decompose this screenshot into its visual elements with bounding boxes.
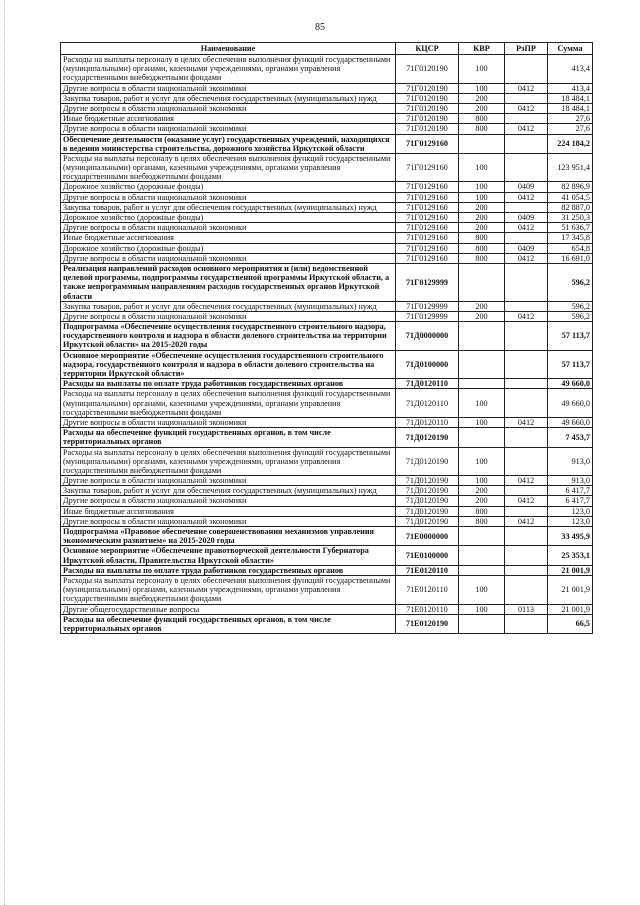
cell-rzpr	[505, 322, 548, 351]
cell-name: Другие вопросы в области национальной экономики	[61, 83, 396, 93]
cell-name: Расходы на выплаты по оплате труда работников государственных органов	[61, 379, 396, 389]
cell-name: Расходы на выплаты персоналу в целях обеспечения выполнения функций государственными (муниципальными) органами, казенными учреждениями, органами управления государственными внебюджетными фондами	[61, 447, 396, 476]
table-row	[61, 253, 593, 263]
cell-sum: 41 054,5	[548, 192, 593, 202]
cell-kvr: 100	[459, 83, 505, 93]
cell-rzpr: 0409	[505, 243, 548, 253]
table-row	[61, 93, 593, 103]
table-row	[61, 182, 593, 192]
cell-kcsr: 71Г0129160	[396, 182, 459, 192]
cell-name: Другие вопросы в области национальной экономики	[61, 496, 396, 506]
cell-kvr	[459, 379, 505, 389]
cell-rzpr	[505, 614, 548, 633]
cell-kvr	[459, 134, 505, 153]
table-body	[61, 55, 593, 634]
table-row	[61, 134, 593, 153]
cell-rzpr	[505, 447, 548, 476]
cell-rzpr	[505, 428, 548, 447]
cell-kvr: 200	[459, 301, 505, 311]
cell-name: Обеспечение деятельности (оказание услуг) государственных учреждений, находящихся в ведении министерства строительства, дорожного хозяйства Иркутской области	[61, 134, 396, 153]
cell-kvr: 200	[459, 486, 505, 496]
cell-rzpr	[505, 134, 548, 153]
cell-kvr: 200	[459, 202, 505, 212]
cell-kvr: 100	[459, 476, 505, 486]
cell-name: Другие вопросы в области национальной экономики	[61, 192, 396, 202]
cell-kvr: 800	[459, 253, 505, 263]
cell-name: Закупка товаров, работ и услуг для обеспечения государственных (муниципальных) нужд	[61, 93, 396, 103]
cell-kvr: 800	[459, 506, 505, 516]
cell-name: Другие вопросы в области национальной экономики	[61, 476, 396, 486]
table-row	[61, 486, 593, 496]
cell-kvr: 200	[459, 311, 505, 321]
binding-margin-line	[4, 0, 6, 905]
cell-kcsr: 71Г0129160	[396, 202, 459, 212]
cell-name: Другие вопросы в области национальной экономики	[61, 103, 396, 113]
header-rzpr: РзПР	[505, 43, 548, 55]
page-number: 85	[315, 22, 325, 33]
cell-sum: 33 495,9	[548, 527, 593, 546]
cell-name: Другие общегосударственные вопросы	[61, 604, 396, 614]
cell-name: Расходы на обеспечение функций государственных органов, в том числе территориальных органов	[61, 614, 396, 633]
cell-sum: 51 636,7	[548, 223, 593, 233]
cell-name: Реализация направлений расходов основного мероприятия и (или) ведомственной целевой программы, подпрограммы государственной программы Иркутской области, а также непрограммным направлениям расходов государственных органов Иркутской области	[61, 263, 396, 301]
cell-sum: 123,0	[548, 516, 593, 526]
cell-kcsr: 71Г0120190	[396, 55, 459, 84]
table-row	[61, 546, 593, 565]
table-row	[61, 153, 593, 182]
cell-kcsr: 71Д0120190	[396, 476, 459, 486]
cell-rzpr: 0412	[505, 253, 548, 263]
cell-kvr: 800	[459, 516, 505, 526]
cell-name: Закупка товаров, работ и услуг для обеспечения государственных (муниципальных) нужд	[61, 202, 396, 212]
cell-sum: 25 353,1	[548, 546, 593, 565]
cell-name: Дорожное хозяйство (дорожные фонды)	[61, 243, 396, 253]
cell-rzpr	[505, 202, 548, 212]
cell-rzpr	[505, 153, 548, 182]
cell-rzpr: 0412	[505, 192, 548, 202]
cell-kvr: 100	[459, 389, 505, 418]
cell-rzpr	[505, 389, 548, 418]
cell-sum: 31 250,3	[548, 213, 593, 223]
header-kcsr: КЦСР	[396, 43, 459, 55]
cell-name: Дорожное хозяйство (дорожные фонды)	[61, 213, 396, 223]
cell-sum: 413,4	[548, 55, 593, 84]
table-row	[61, 213, 593, 223]
cell-rzpr	[505, 301, 548, 311]
cell-kcsr: 71Г0120190	[396, 103, 459, 113]
cell-kvr	[459, 428, 505, 447]
cell-sum: 413,4	[548, 83, 593, 93]
cell-kcsr: 71Д0120110	[396, 417, 459, 427]
cell-name: Закупка товаров, работ и услуг для обеспечения государственных (муниципальных) нужд	[61, 301, 396, 311]
cell-kvr: 200	[459, 103, 505, 113]
cell-sum: 123 951,4	[548, 153, 593, 182]
cell-sum: 66,5	[548, 614, 593, 633]
cell-kvr	[459, 614, 505, 633]
cell-name: Основное мероприятие «Обеспечение правотворческой деятельности Губернатора Иркутской области, Правительства Иркутской области»	[61, 546, 396, 565]
cell-rzpr	[505, 527, 548, 546]
cell-kcsr: 71Г0129999	[396, 263, 459, 301]
cell-kcsr: 71Е0120110	[396, 604, 459, 614]
cell-kcsr: 71Г0129160	[396, 134, 459, 153]
cell-rzpr	[505, 546, 548, 565]
table-row	[61, 202, 593, 212]
header-kvr: КВР	[459, 43, 505, 55]
cell-kcsr: 71Г0129160	[396, 243, 459, 253]
cell-sum: 224 184,2	[548, 134, 593, 153]
table-row	[61, 496, 593, 506]
cell-kvr: 800	[459, 243, 505, 253]
cell-name: Иные бюджетные ассигнования	[61, 506, 396, 516]
table-row	[61, 55, 593, 84]
cell-name: Основное мероприятие «Обеспечение осуществления государственного строительного надзора, государственного контроля и надзора в области долевого строительства на территории Иркутской области»	[61, 350, 396, 379]
cell-rzpr	[505, 506, 548, 516]
table-row	[61, 476, 593, 486]
cell-kcsr: 71Е0120110	[396, 565, 459, 575]
cell-kcsr: 71Е0120190	[396, 614, 459, 633]
cell-rzpr	[505, 263, 548, 301]
cell-sum: 82 896,9	[548, 182, 593, 192]
budget-table	[60, 42, 593, 634]
cell-name: Иные бюджетные ассигнования	[61, 114, 396, 124]
cell-name: Расходы на выплаты персоналу в целях обеспечения выполнения функций государственными (муниципальными) органами, казенными учреждениями, органами управления государственными внебюджетными фондами	[61, 55, 396, 84]
cell-sum: 27,6	[548, 124, 593, 134]
cell-name: Расходы на выплаты персоналу в целях обеспечения выполнения функций государственными (муниципальными) органами, казенными учреждениями, органами управления государственными внебюджетными фондами	[61, 389, 396, 418]
table-row	[61, 233, 593, 243]
cell-kvr	[459, 322, 505, 351]
cell-sum: 21 001,9	[548, 575, 593, 604]
cell-sum: 18 484,1	[548, 103, 593, 113]
cell-kcsr: 71Г0120190	[396, 93, 459, 103]
table-row	[61, 527, 593, 546]
cell-rzpr: 0412	[505, 476, 548, 486]
cell-sum: 82 887,0	[548, 202, 593, 212]
table-row	[61, 575, 593, 604]
cell-name: Другие вопросы в области национальной экономики	[61, 516, 396, 526]
cell-sum: 913,0	[548, 476, 593, 486]
cell-kvr	[459, 546, 505, 565]
cell-rzpr: 0113	[505, 604, 548, 614]
cell-kcsr: 71Д0120190	[396, 516, 459, 526]
cell-rzpr	[505, 565, 548, 575]
cell-kcsr: 71Д0120190	[396, 428, 459, 447]
cell-kvr: 100	[459, 447, 505, 476]
cell-kcsr: 71Д0120190	[396, 447, 459, 476]
cell-name: Расходы на выплаты персоналу в целях обеспечения выполнения функций государственными (муниципальными) органами, казенными учреждениями, органами управления государственными внебюджетными фондами	[61, 153, 396, 182]
cell-rzpr	[505, 114, 548, 124]
table-row	[61, 263, 593, 301]
cell-sum: 913,0	[548, 447, 593, 476]
cell-sum: 49 660,0	[548, 379, 593, 389]
table-row	[61, 428, 593, 447]
cell-name: Расходы на выплаты персоналу в целях обеспечения выполнения функций государственными (муниципальными) органами, казенными учреждениями, органами управления государственными внебюджетными фондами	[61, 575, 396, 604]
table-row	[61, 350, 593, 379]
cell-name: Другие вопросы в области национальной экономики	[61, 417, 396, 427]
cell-name: Дорожное хозяйство (дорожные фонды)	[61, 182, 396, 192]
cell-rzpr: 0412	[505, 83, 548, 93]
cell-kvr: 200	[459, 223, 505, 233]
cell-kcsr: 71Г0129160	[396, 153, 459, 182]
cell-name: Другие вопросы в области национальной экономики	[61, 223, 396, 233]
cell-rzpr: 0409	[505, 182, 548, 192]
cell-name: Подпрограмма «Обеспечение осуществления государственного строительного надзора, государственного контроля и надзора в области долевого строительства на территории Иркутской области» на 2015-2020 годы	[61, 322, 396, 351]
cell-kvr	[459, 527, 505, 546]
header-sum: Сумма	[548, 43, 593, 55]
cell-sum: 16 691,0	[548, 253, 593, 263]
cell-sum: 6 417,7	[548, 496, 593, 506]
cell-sum: 18 484,1	[548, 93, 593, 103]
cell-kcsr: 71Е0100000	[396, 546, 459, 565]
cell-sum: 6 417,7	[548, 486, 593, 496]
header-name: Наименование	[61, 43, 396, 55]
cell-kvr: 800	[459, 124, 505, 134]
cell-kvr: 100	[459, 55, 505, 84]
cell-kcsr: 71Г0120190	[396, 83, 459, 93]
cell-kcsr: 71Г0120190	[396, 114, 459, 124]
table-row	[61, 604, 593, 614]
cell-kcsr: 71Г0129160	[396, 223, 459, 233]
cell-name: Расходы на обеспечение функций государственных органов, в том числе территориальных органов	[61, 428, 396, 447]
cell-rzpr: 0412	[505, 516, 548, 526]
cell-sum: 596,2	[548, 311, 593, 321]
cell-rzpr	[505, 93, 548, 103]
cell-name: Иные бюджетные ассигнования	[61, 233, 396, 243]
cell-kvr: 100	[459, 182, 505, 192]
table-row	[61, 565, 593, 575]
cell-kcsr: 71Д0120190	[396, 496, 459, 506]
cell-kvr	[459, 565, 505, 575]
cell-rzpr	[505, 379, 548, 389]
cell-name: Расходы на выплаты по оплате труда работников государственных органов	[61, 565, 396, 575]
table-row	[61, 243, 593, 253]
cell-kvr	[459, 350, 505, 379]
cell-sum: 596,2	[548, 301, 593, 311]
cell-rzpr: 0412	[505, 124, 548, 134]
cell-kcsr: 71Д0000000	[396, 322, 459, 351]
cell-kcsr: 71Г0120190	[396, 124, 459, 134]
cell-kcsr: 71Е0000000	[396, 527, 459, 546]
table-row	[61, 192, 593, 202]
table-row	[61, 114, 593, 124]
table-row	[61, 223, 593, 233]
table-row	[61, 417, 593, 427]
cell-kcsr: 71Г0129160	[396, 192, 459, 202]
cell-rzpr: 0412	[505, 496, 548, 506]
cell-kvr: 100	[459, 192, 505, 202]
table-row	[61, 447, 593, 476]
cell-kcsr: 71Д0120190	[396, 486, 459, 496]
cell-rzpr: 0412	[505, 223, 548, 233]
cell-name: Другие вопросы в области национальной экономики	[61, 253, 396, 263]
cell-kcsr: 71Д0120110	[396, 379, 459, 389]
table-row	[61, 322, 593, 351]
table-row	[61, 103, 593, 113]
cell-kcsr: 71Д0120190	[396, 506, 459, 516]
table-row	[61, 379, 593, 389]
cell-kvr: 200	[459, 496, 505, 506]
cell-rzpr: 0412	[505, 417, 548, 427]
table-row	[61, 516, 593, 526]
cell-rzpr	[505, 233, 548, 243]
table-row	[61, 389, 593, 418]
cell-kcsr: 71Г0129999	[396, 301, 459, 311]
table-row	[61, 301, 593, 311]
cell-kvr: 100	[459, 417, 505, 427]
cell-name: Подпрограмма «Правовое обеспечение совершенствования механизмов управления экономическим развитием» на 2015-2020 годы	[61, 527, 396, 546]
table-row	[61, 124, 593, 134]
cell-kvr: 100	[459, 153, 505, 182]
cell-kcsr: 71Д0120110	[396, 389, 459, 418]
cell-sum: 7 453,7	[548, 428, 593, 447]
cell-rzpr	[505, 55, 548, 84]
cell-sum: 57 113,7	[548, 350, 593, 379]
cell-kcsr: 71Г0129160	[396, 213, 459, 223]
cell-kvr: 800	[459, 233, 505, 243]
cell-rzpr: 0412	[505, 311, 548, 321]
cell-kcsr: 71Г0129999	[396, 311, 459, 321]
cell-sum: 49 660,0	[548, 389, 593, 418]
cell-kcsr: 71Д0100000	[396, 350, 459, 379]
cell-kvr	[459, 263, 505, 301]
cell-kcsr: 71Г0129160	[396, 233, 459, 243]
table-row	[61, 83, 593, 93]
cell-sum: 596,2	[548, 263, 593, 301]
cell-sum: 49 660,0	[548, 417, 593, 427]
cell-sum: 654,8	[548, 243, 593, 253]
cell-rzpr	[505, 486, 548, 496]
cell-sum: 17 345,8	[548, 233, 593, 243]
table-header-row	[61, 43, 593, 55]
cell-kcsr: 71Г0129160	[396, 253, 459, 263]
table-row	[61, 506, 593, 516]
table-row	[61, 311, 593, 321]
cell-kvr: 200	[459, 93, 505, 103]
cell-rzpr	[505, 575, 548, 604]
cell-sum: 21 001,9	[548, 604, 593, 614]
cell-rzpr: 0409	[505, 213, 548, 223]
cell-kvr: 100	[459, 575, 505, 604]
cell-sum: 27,6	[548, 114, 593, 124]
cell-sum: 123,0	[548, 506, 593, 516]
cell-name: Другие вопросы в области национальной экономики	[61, 311, 396, 321]
cell-rzpr	[505, 350, 548, 379]
cell-sum: 57 113,7	[548, 322, 593, 351]
cell-kvr: 100	[459, 604, 505, 614]
cell-rzpr: 0412	[505, 103, 548, 113]
cell-name: Другие вопросы в области национальной экономики	[61, 124, 396, 134]
cell-kcsr: 71Е0120110	[396, 575, 459, 604]
table-row	[61, 614, 593, 633]
cell-kvr: 200	[459, 213, 505, 223]
cell-sum: 21 001,9	[548, 565, 593, 575]
cell-name: Закупка товаров, работ и услуг для обеспечения государственных (муниципальных) нужд	[61, 486, 396, 496]
cell-kvr: 800	[459, 114, 505, 124]
